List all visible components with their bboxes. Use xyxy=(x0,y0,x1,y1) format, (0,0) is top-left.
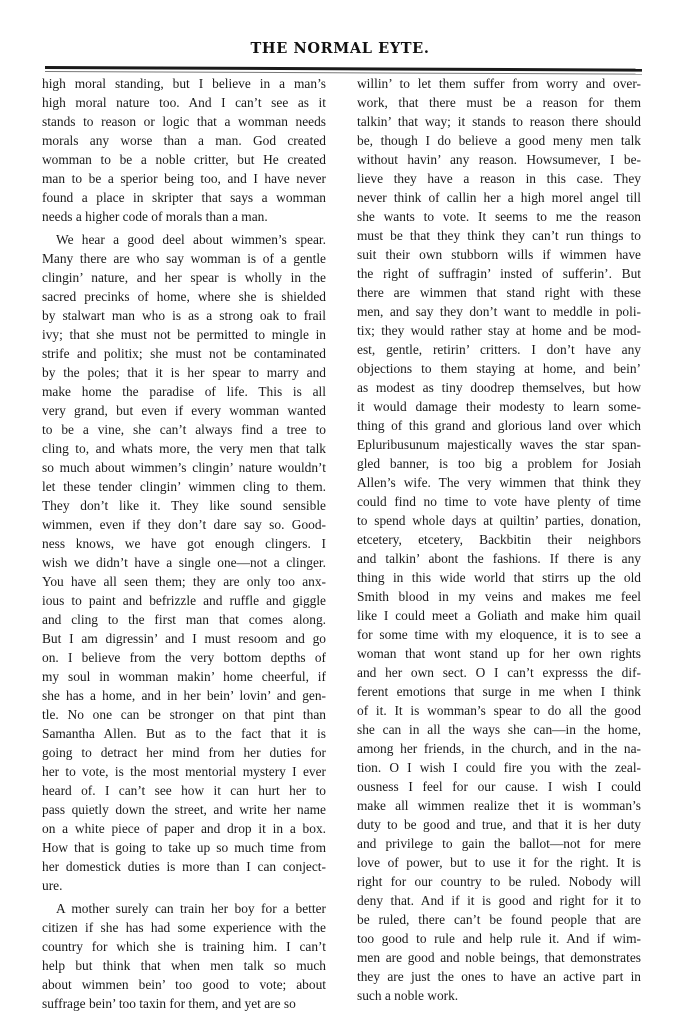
text-line: her to vote, is the most mentorial mystery I ever xyxy=(42,764,326,779)
text-line: men are good and noble beings, that demonstrates xyxy=(357,950,641,965)
text-line: the right of suffragin’ insted of sufferin’. But xyxy=(357,266,641,281)
text-line: and talkin’ abont the fashions. If there is any xyxy=(357,551,641,566)
text-line: But I am digressin’ and I must resoom and go xyxy=(42,631,326,646)
text-line: found a place in skripter that says a womman xyxy=(42,190,326,205)
text-line: such a noble work. xyxy=(357,988,459,1003)
text-line: let these tender clingin’ wimmen cling to them. xyxy=(42,479,326,494)
text-line: it would damage their modesty to learn some- xyxy=(357,399,641,414)
text-line: man to be a sperior being too, and I have never xyxy=(42,171,326,186)
text-line: high moral standing, but I believe in a man’s xyxy=(42,76,326,91)
text-line: on. I believe from the very bottom depths of xyxy=(42,650,326,665)
text-line: make home the paradise of life. This is all xyxy=(42,384,326,399)
text-line: tle. No one can be stronger on that pint than xyxy=(42,707,326,722)
text-line: etcetery, etcetery, Backbitin their neighbors xyxy=(357,532,641,547)
text-line: ness knows, we have got enough clingers. I xyxy=(42,536,326,551)
text-line: thing of this grand and glorious land over which xyxy=(357,418,641,433)
text-line: clingin’ nature, and her spear is wholly in the xyxy=(42,270,326,285)
text-line: must be that they think they can’t run things to xyxy=(357,228,641,243)
text-line: ious to paint and befrizzle and ruffle and giggle xyxy=(42,593,326,608)
text-line: about wimmen bein’ too good to vote; about xyxy=(42,977,326,992)
text-line: by stalwart man who is as a strong oak to frail xyxy=(42,308,326,323)
text-line: and cling to the first man that comes along. xyxy=(42,612,326,627)
text-line: and privilege to gain the ballot—not for mere xyxy=(357,836,641,851)
text-line: high moral nature too. And I can’t see as it xyxy=(42,95,326,110)
text-line: ivy; that she must not be permitted to mingle in xyxy=(42,327,326,342)
text-line: tion. O I wish I could fire you with the zeal- xyxy=(357,760,641,775)
text-line: est, gentle, retirin’ critters. I don’t have any xyxy=(357,342,641,357)
text-line: talkin’ that way; it stands to reason there should xyxy=(357,114,641,129)
text-line: stands to reason or logic that a womman needs xyxy=(42,114,326,129)
text-line: ure. xyxy=(42,878,63,893)
text-line: without havin’ any reason. Howsumever, I be- xyxy=(357,152,641,167)
text-line: objections to them staying at home, and bein’ xyxy=(357,361,641,376)
text-line: strife and politix; she must not be contaminated xyxy=(42,346,326,361)
text-line: suffrage bein’ too taxin for them, and yet are so xyxy=(42,996,296,1011)
text-line: make all wimmen realize thet it is womman’s xyxy=(357,798,641,813)
left-text-column xyxy=(42,74,326,1013)
text-line: country for which she is training him. I can’t xyxy=(42,939,326,954)
text-line: she has a home, and in her bein’ lovin’ and gen- xyxy=(42,688,326,703)
text-line: they are just the ones to have an active part in xyxy=(357,969,641,984)
text-line: suit their own stubborn wills if wimmen have xyxy=(357,247,641,262)
text-line: duty to be good and true, and that it is her duty xyxy=(357,817,641,832)
text-line: too good to rule and help rule it. And if wim- xyxy=(357,931,641,946)
text-line: among her friends, in the church, and in the na- xyxy=(357,741,641,756)
text-line: Samantha Allen. But as to the fact that it is xyxy=(42,726,326,741)
text-line: as modest as tiny doodrep themselves, but how xyxy=(357,380,641,395)
text-line: willin’ to let them suffer from worry and over- xyxy=(357,76,641,91)
text-line: be, though I do believe a good meny men talk xyxy=(357,133,641,148)
text-line: of it. It is womman’s spear to do all the good xyxy=(357,703,641,718)
text-line: wish we didn’t have a single one—not a clinger. xyxy=(42,555,326,570)
text-line: How that is going to take up so much time from xyxy=(42,840,326,855)
right-text-column xyxy=(357,74,641,1005)
paragraph xyxy=(357,74,641,1005)
running-header-title: THE NORMAL EYTE. xyxy=(250,40,430,57)
text-line: cling to, and whats more, the very men that talk xyxy=(42,441,326,456)
text-line: on a white piece of paper and drop it in a box. xyxy=(42,821,326,836)
text-line: They don’t like it. They like sound sensible xyxy=(42,498,326,513)
text-line: there are wimmen that stand right with these xyxy=(357,285,641,300)
text-line: so much about wimmen’s clingin’ nature wouldn’t xyxy=(42,460,326,475)
text-line: be ruled, there can’t be found people that are xyxy=(357,912,641,927)
text-line: wimmen, even if they don’t dare say so. Good- xyxy=(42,517,326,532)
text-line: and her own sect. O I can’t expresss the dif- xyxy=(357,665,641,680)
text-line: she can in all the ways she can—in the home, xyxy=(357,722,641,737)
text-line: sacred precinks of home, where she is shielded xyxy=(42,289,326,304)
text-line: to be a vine, she can’t always find a tree to xyxy=(42,422,326,437)
paragraph xyxy=(42,899,326,1013)
text-line: ferent emotions that surge in me when I think xyxy=(357,684,641,699)
text-line: for some time with my eloquence, it is to see a xyxy=(357,627,641,642)
text-line: morals any worse than a man. God created xyxy=(42,133,326,148)
paragraph xyxy=(42,74,326,226)
text-line: her domestick duties is more than I can conject- xyxy=(42,859,326,874)
text-line: men, and say they don’t want to meddle in poli- xyxy=(357,304,641,319)
text-line: Allen’s wife. The very wimmen that think they xyxy=(357,475,641,490)
text-line: womman to be a noble critter, but He created xyxy=(42,152,326,167)
text-line: You have all seen them; they are only too anx- xyxy=(42,574,326,589)
text-line: citizen if she has had some experience with the xyxy=(42,920,326,935)
text-line: Smith blood in my veins and makes me feel xyxy=(357,589,641,604)
text-line: work, that there must be a reason for them xyxy=(357,95,641,110)
text-line: gled banner, is too big a problem for Josiah xyxy=(357,456,641,471)
text-line: my soul in womman makin’ home cheerful, if xyxy=(42,669,326,684)
text-line: tix; they would rather stay at home and be mod- xyxy=(357,323,641,338)
text-line: needs a higher code of morals than a man. xyxy=(42,209,268,224)
text-line: woman that wont stand up for her own rights xyxy=(357,646,641,661)
text-line: ousness I feel for our cause. I wish I could xyxy=(357,779,641,794)
text-line: to spend whole days at quiltin’ parties, donation, xyxy=(357,513,641,528)
text-line: right for our country to be ruled. Nobody will xyxy=(357,874,641,889)
text-line: very grand, but even if every womman wanted xyxy=(42,403,326,418)
paragraph xyxy=(42,230,326,895)
text-line: heard of. I can’t see how it can hurt her to xyxy=(42,783,326,798)
text-line: pass quietly down the street, and write her name xyxy=(42,802,326,817)
text-line: love of power, but to use it for the right. It is xyxy=(357,855,641,870)
text-line: We hear a good deel about wimmen’s spear. xyxy=(56,232,326,247)
text-line: by the poles; that it is her spear to marry and xyxy=(42,365,326,380)
text-line: thing in this wide world that stirrs up the old xyxy=(357,570,641,585)
text-line: A mother surely can train her boy for a better xyxy=(56,901,326,916)
text-line: Epluribusunum majestically waves the star span- xyxy=(357,437,641,452)
text-line: help but think that when men talk so much xyxy=(42,958,326,973)
text-line: never think of callin her a high morel angel till xyxy=(357,190,641,205)
text-line: could find no time to vote have plenty of time xyxy=(357,494,641,509)
text-line: going to detract her mind from her duties for xyxy=(42,745,326,760)
text-line: Many there are who say womman is of a gentle xyxy=(42,251,326,266)
text-line: deny that. And if it is good and right for it to xyxy=(357,893,641,908)
text-line: like I could meet a Goliath and make him quail xyxy=(357,608,641,623)
text-line: she wants to vote. It seems to me the reason xyxy=(357,209,641,224)
text-line: lieve they have a reason in this case. They xyxy=(357,171,641,186)
